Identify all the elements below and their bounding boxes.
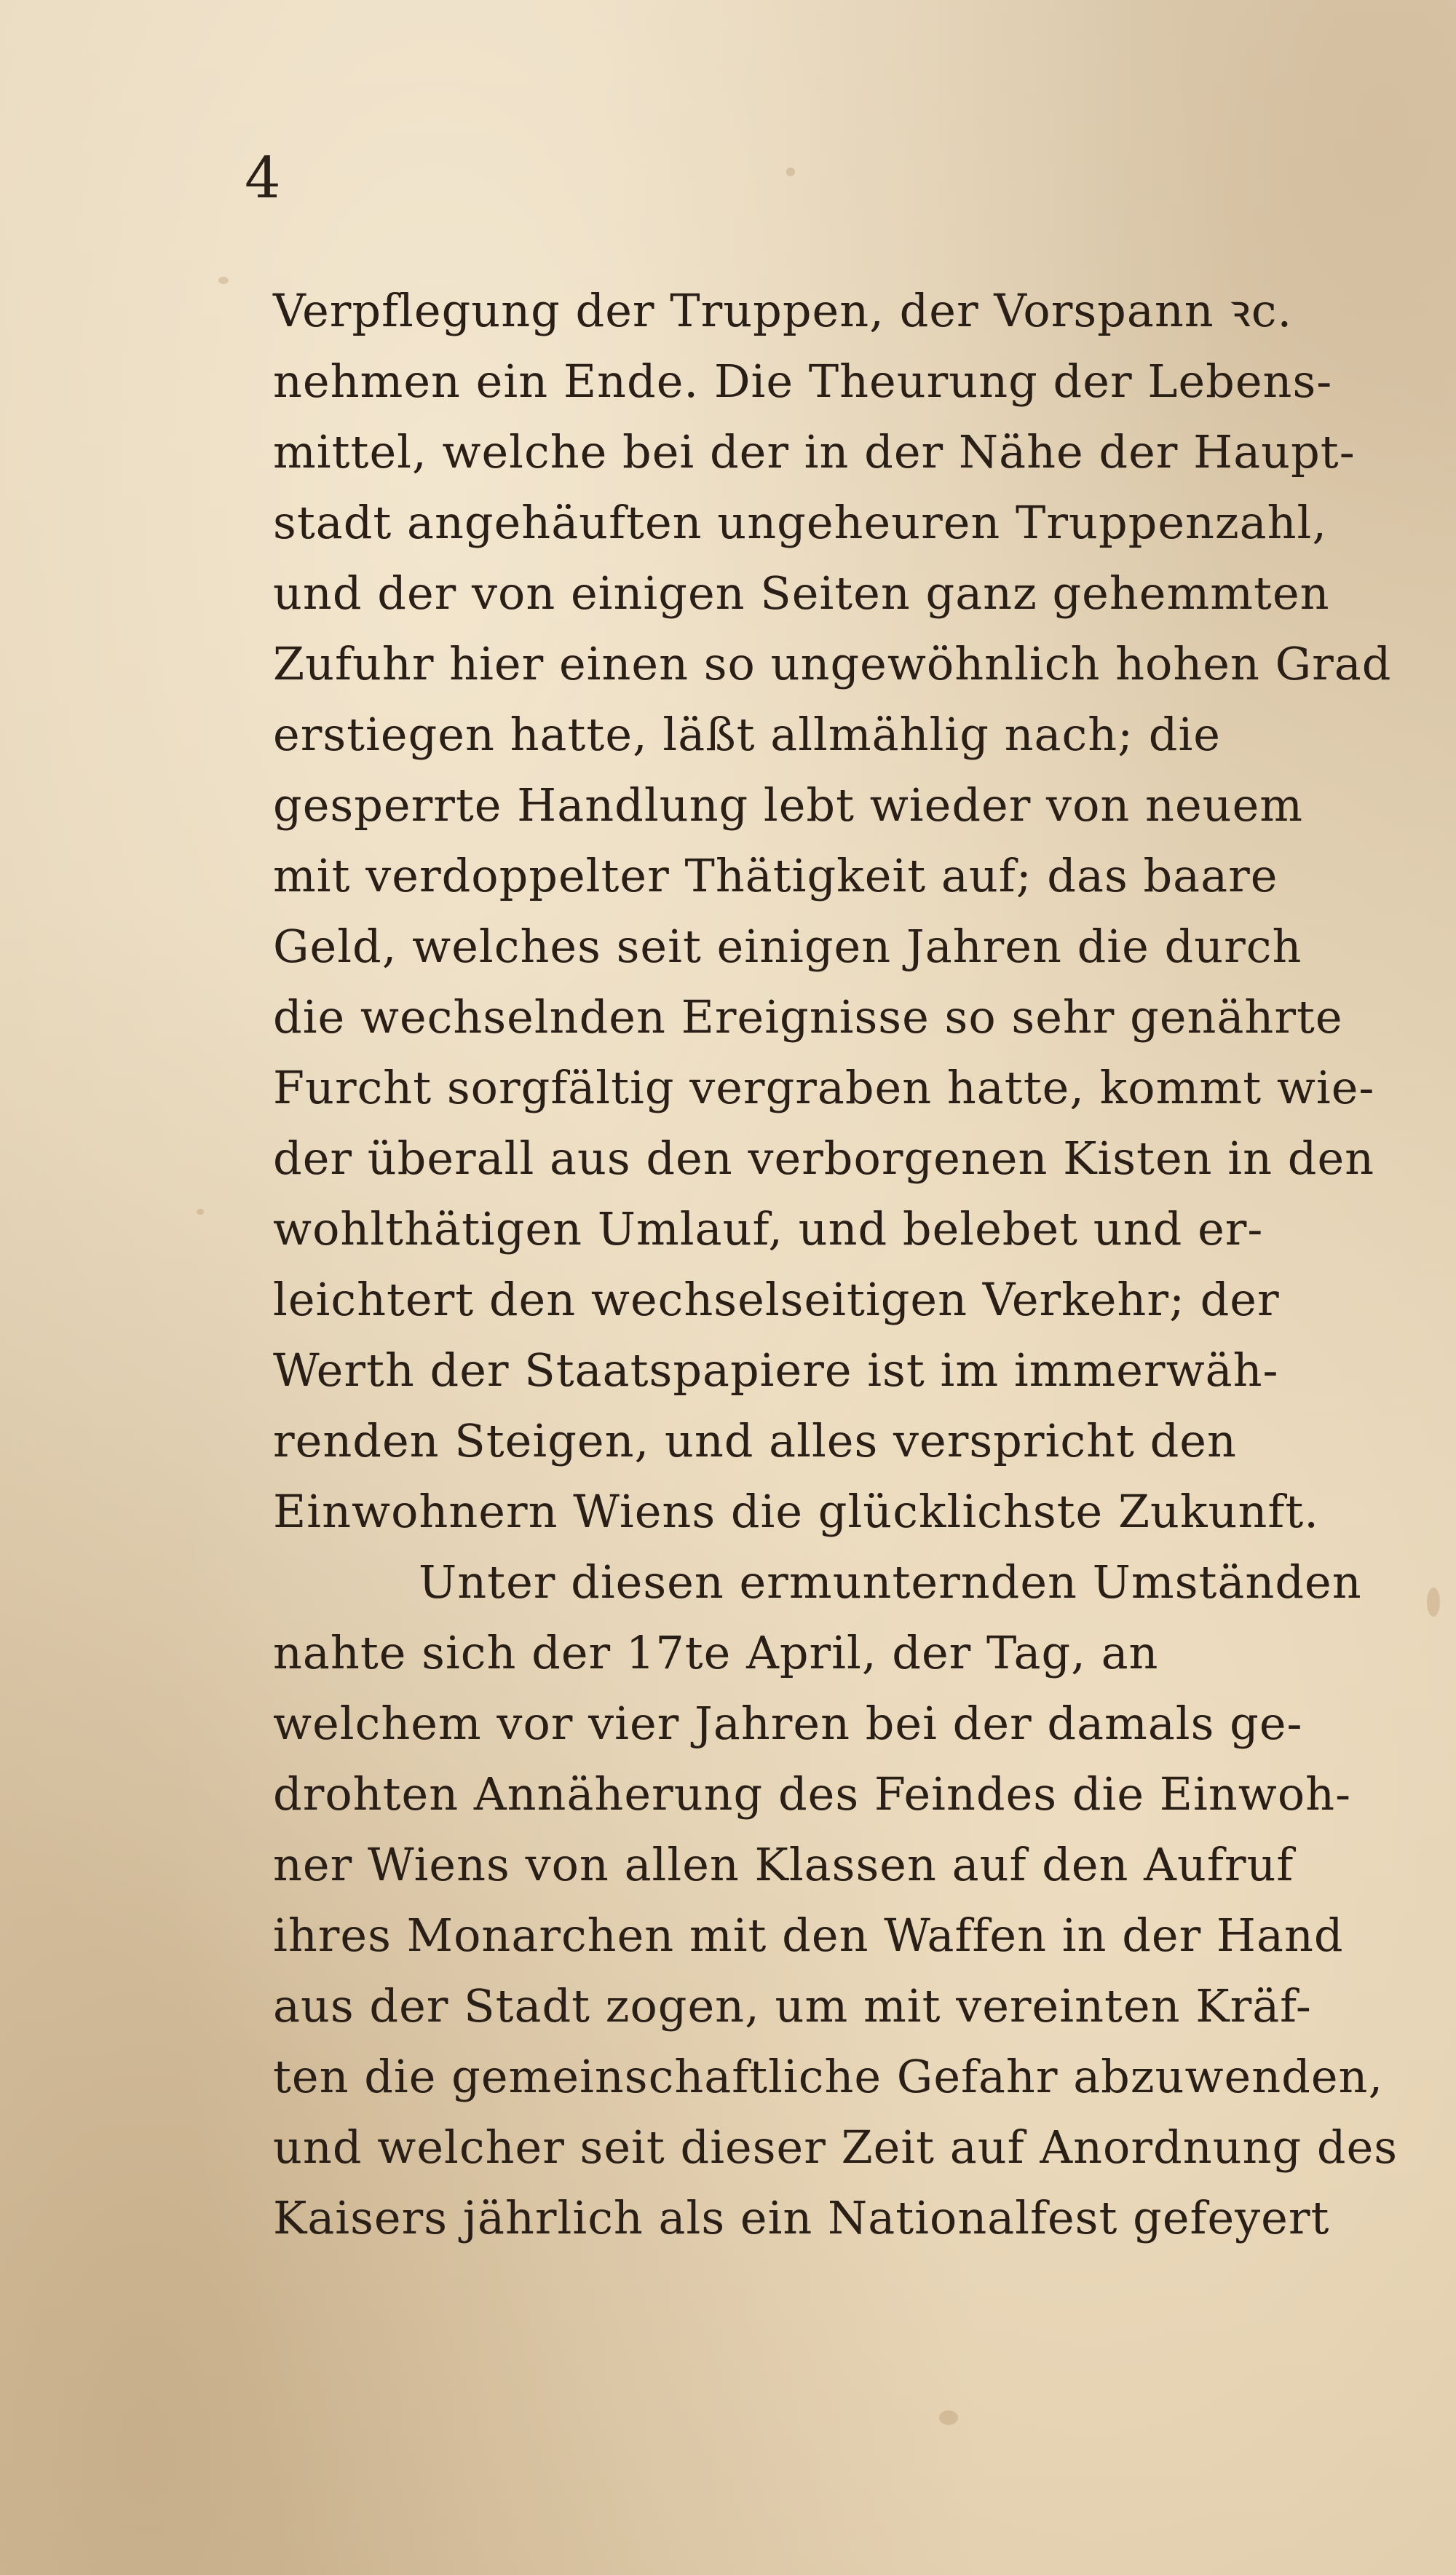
- text-line: ten die gemeinschaftliche Gefahr abzuwenden,: [273, 2050, 1384, 2103]
- text-line: Zufuhr hier einen so ungewöhnlich hohen Grad: [273, 637, 1392, 690]
- text-line: Geld, welches seit einigen Jahren die durch: [273, 920, 1302, 973]
- body-text: [273, 275, 1398, 2253]
- text-line: Werth der Staatspapiere ist im immerwäh-: [273, 1344, 1279, 1397]
- paper-stain: [1427, 1588, 1440, 1617]
- text-line: Verpflegung der Truppen, der Vorspann ꝛc.: [273, 284, 1293, 337]
- text-line: Kaisers jährlich als ein Nationalfest gefeyert: [273, 2191, 1330, 2244]
- text-line: die wechselnden Ereignisse so sehr genährte: [273, 990, 1343, 1044]
- text-line: und welcher seit dieser Zeit auf Anordnung des: [273, 2121, 1398, 2174]
- text-line: leichtert den wechselseitigen Verkehr; der: [273, 1273, 1280, 1326]
- text-line: nahte sich der 17te April, der Tag, an: [273, 1626, 1159, 1679]
- text-line: ihres Monarchen mit den Waffen in der Hand: [273, 1909, 1344, 1962]
- text-line: ner Wiens von allen Klassen auf den Aufruf: [273, 1838, 1294, 1891]
- text-line: mittel, welche bei der in der Nähe der Haupt-: [273, 425, 1356, 478]
- text-line: wohlthätigen Umlauf, und belebet und er-: [273, 1202, 1264, 1255]
- text-line: gesperrte Handlung lebt wieder von neuem: [273, 778, 1304, 832]
- text-line: welchem vor vier Jahren bei der damals ge-: [273, 1697, 1303, 1750]
- text-line: und der von einigen Seiten ganz gehemmten: [273, 567, 1330, 620]
- paper-stain: [218, 277, 229, 284]
- text-line: renden Steigen, und alles verspricht den: [273, 1414, 1237, 1467]
- paper-stain: [197, 1209, 204, 1215]
- text-line: Einwohnern Wiens die glücklichste Zukunft.: [273, 1485, 1319, 1538]
- text-line: Furcht sorgfältig vergraben hatte, kommt wie-: [273, 1061, 1375, 1114]
- text-line: mit verdoppelter Thätigkeit auf; das baare: [273, 849, 1278, 902]
- paper-stain: [939, 2410, 958, 2425]
- text-line: der überall aus den verborgenen Kisten in den: [273, 1132, 1375, 1185]
- paper-stain: [786, 167, 795, 176]
- text-line: erstiegen hatte, läßt allmählig nach; die: [273, 708, 1221, 761]
- text-line: stadt angehäuften ungeheuren Truppenzahl,: [273, 496, 1328, 549]
- page-number: 4: [245, 146, 281, 211]
- text-line: drohten Annäherung des Feindes die Einwoh-: [273, 1767, 1352, 1821]
- text-line: nehmen ein Ende. Die Theurung der Lebens-: [273, 355, 1333, 408]
- text-line: aus der Stadt zogen, um mit vereinten Kräf-: [273, 1979, 1312, 2032]
- paragraph-start-line: Unter diesen ermunternden Umständen: [419, 1555, 1362, 1609]
